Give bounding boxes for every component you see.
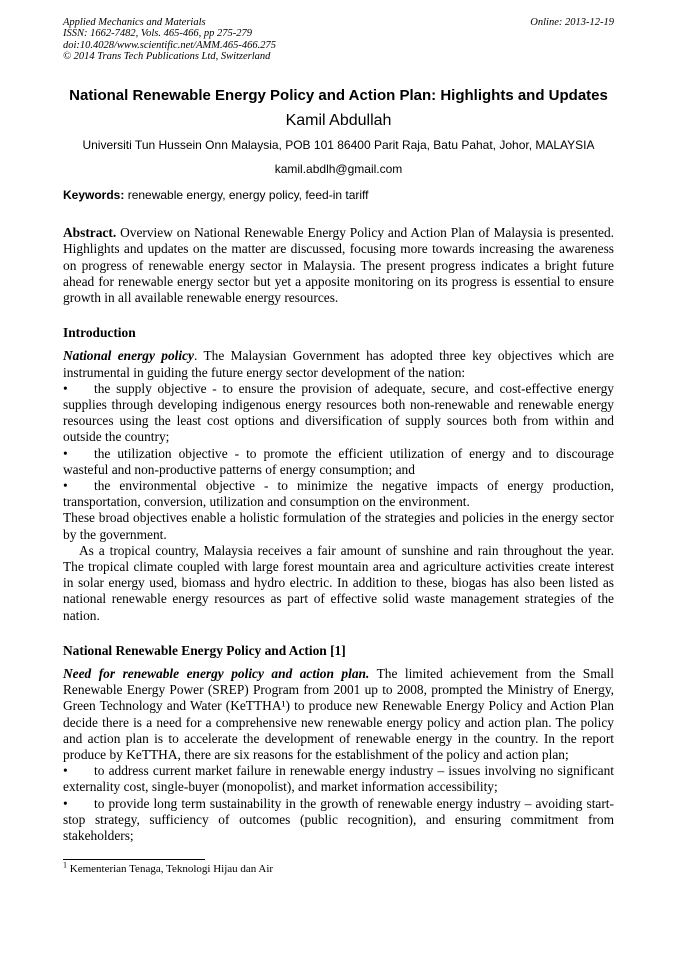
paper-body [63, 225, 614, 844]
paragraph-broad-objectives: These broad objectives enable a holistic formulation of the strategies and policies in the energy sector by the government. [63, 510, 614, 542]
abstract-paragraph [63, 225, 614, 306]
bullet-text: to provide long term sustainability in the growth of renewable energy industry – avoiding start-stop strategy, sufficiency of outcomes (public recognition), and ensuring commitment from stakeholders; [63, 795, 614, 844]
footnote-text: Kementerian Tenaga, Teknologi Hijau dan Air [67, 863, 274, 876]
bullet-icon: • [63, 380, 68, 396]
paragraph-lead: National energy policy [63, 348, 194, 364]
bullet-item-long-term-sustainability [63, 796, 614, 845]
bullet-icon: • [63, 795, 68, 811]
affiliation: Universiti Tun Hussein Onn Malaysia, POB 101 86400 Parit Raja, Batu Pahat, Johor, MALAYSIA [82, 138, 595, 153]
journal-header-left [63, 17, 276, 62]
online-date: Online: 2013-12-19 [530, 17, 614, 28]
bullet-item-environmental-objective [63, 478, 614, 510]
section-heading-introduction: Introduction [63, 325, 136, 341]
paragraph-need-for-policy [63, 666, 614, 763]
journal-title: Applied Mechanics and Materials [63, 17, 206, 28]
keywords-text: renewable energy, energy policy, feed-in tariff [124, 188, 369, 203]
paragraph-national-energy-policy [63, 348, 614, 380]
paragraph-text: The limited achievement from the Small Renewable Energy Power (SREP) Program from 2001 up to 2008, prompted the Ministry of Energy, Green Technology and Water (KeTTHA¹) to produce new Renewable Energy Policy and Action Plan decide there is a need for a comprehensive new renewable energy policy and action plan. The policy and action plan is to accelerate the development of renewable energy in the country. In the report produce by KeTTHA, there are six reasons for the establishment of the policy and action plan; [63, 666, 614, 763]
footnote-divider [63, 859, 205, 860]
bullet-text: the environmental objective - to minimize the negative impacts of energy production, transportation, conversion, utilization and consumption on the environment. [63, 478, 614, 510]
bullet-text: to address current market failure in renewable energy industry – issues involving no significant externality cost, single-buyer (monopolist), and market information accessibility; [63, 763, 614, 795]
paragraph-tropical-country: As a tropical country, Malaysia receives a fair amount of sunshine and rain throughout the year. The tropical climate coupled with large forest mountain area and agriculture activities create interest in solar energy used, biomass and hydro electric. In addition to these, biogas has also been listed as national renewable energy resources as part of effective solid waste management strategies of the nation. [63, 542, 614, 623]
bullet-item-market-failure [63, 763, 614, 795]
keywords-label: Keywords: [63, 188, 125, 203]
section-heading-nre-policy-action: National Renewable Energy Policy and Action [1] [63, 642, 346, 658]
footnote [63, 860, 614, 876]
author-email: kamil.abdlh@gmail.com [274, 162, 403, 177]
footnote-marker: 1 [63, 860, 67, 870]
paper-title: National Renewable Energy Policy and Action Plan: Highlights and Updates [69, 87, 608, 105]
author-name: Kamil Abdullah [285, 112, 392, 130]
bullet-icon: • [63, 763, 68, 779]
footnote-block [63, 859, 614, 876]
bullet-icon: • [63, 445, 68, 461]
bullet-text: the supply objective - to ensure the provision of adequate, secure, and cost-effective energy supplies through developing indigenous energy resources both non-renewable and renewable energy resources using the least cost options and diversification of supply sources both from within and outside the country; [63, 380, 614, 445]
issn-line: ISSN: 1662-7482, Vols. 465-466, pp 275-279 [63, 28, 252, 40]
abstract-label: Abstract. [63, 225, 117, 241]
bullet-item-utilization-objective [63, 446, 614, 478]
paragraph-lead: Need for renewable energy policy and action plan. [63, 666, 370, 682]
copyright-line: © 2014 Trans Tech Publications Ltd, Switzerland [63, 50, 271, 62]
paragraph-text: . The Malaysian Government has adopted three key objectives which are instrumental in guiding the future energy sector development of the nation: [63, 348, 614, 380]
keywords-line [63, 188, 614, 202]
journal-header [63, 17, 614, 62]
bullet-text: the utilization objective - to promote the efficient utilization of energy and to discourage wasteful and non-productive patterns of energy consumption; and [63, 445, 614, 477]
bullet-icon: • [63, 478, 68, 494]
bullet-item-supply-objective [63, 381, 614, 446]
doi-line: doi:10.4028/www.scientific.net/AMM.465-466.275 [63, 39, 276, 51]
abstract-text: Overview on National Renewable Energy Policy and Action Plan of Malaysia is presented. Highlights and updates on the matter are discussed, focusing more towards increasing the awareness on progress of renewable energy sector in Malaysia. The present progress indicates a bright future ahead for renewable energy sector but yet a apposite monitoring on its progress is essential to ensure growth in all available renewable energy resources. [63, 225, 614, 305]
